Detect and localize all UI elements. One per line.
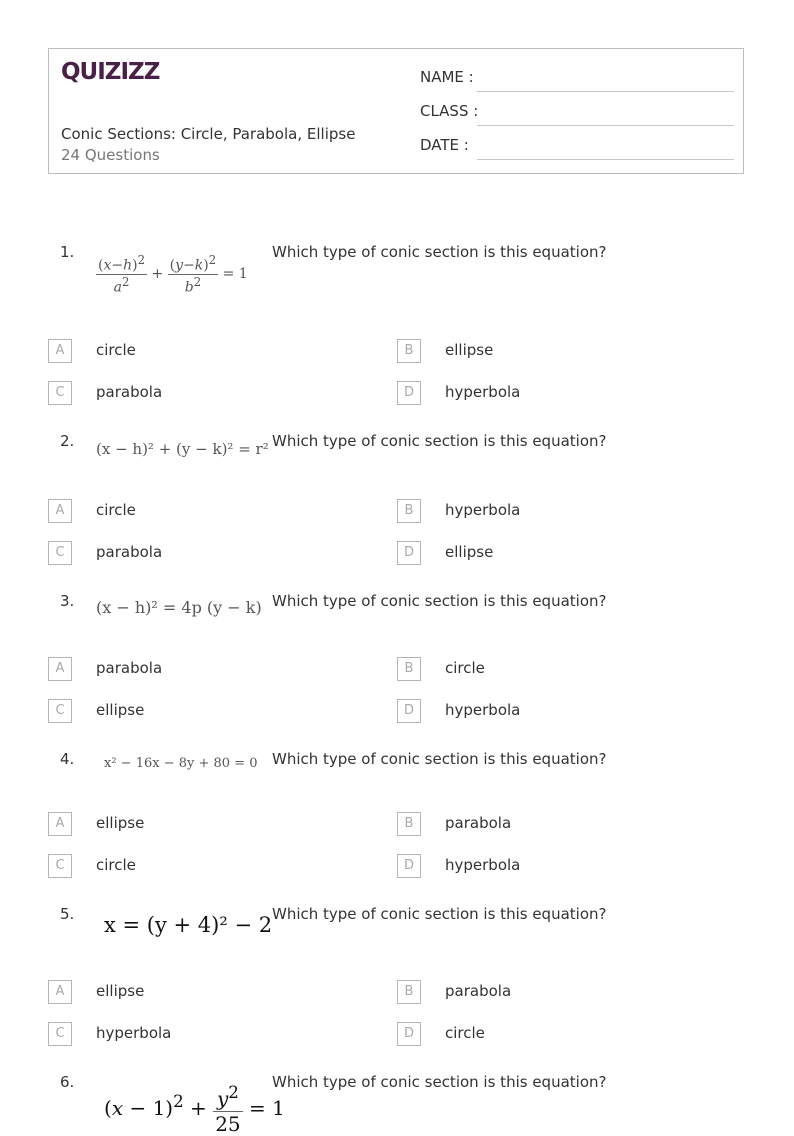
option-text[interactable]: circle xyxy=(445,659,485,677)
option-letter[interactable]: A xyxy=(48,499,72,523)
class-line[interactable] xyxy=(477,125,734,126)
equation-image: (x − h)² + (y − k)² = r² xyxy=(96,440,269,458)
option-letter[interactable]: D xyxy=(397,381,421,405)
equation-image: x = (y + 4)² − 2 xyxy=(104,913,273,937)
option-text[interactable]: hyperbola xyxy=(445,501,521,519)
option-text[interactable]: ellipse xyxy=(445,543,494,561)
question-count: 24 Questions xyxy=(61,146,160,164)
option-letter[interactable]: A xyxy=(48,657,72,681)
name-label: NAME : xyxy=(420,68,474,86)
equation-image: $(x - 1)^2$ + $\frac{y^2}{25}$ = 1 xyxy=(104,1083,285,1136)
name-field[interactable] xyxy=(420,68,734,92)
question-text: Which type of conic section is this equation? xyxy=(272,592,607,610)
option-text[interactable]: ellipse xyxy=(445,341,494,359)
option-text[interactable]: parabola xyxy=(445,814,512,832)
option-text[interactable]: ellipse xyxy=(96,814,145,832)
option-letter[interactable]: D xyxy=(397,541,421,565)
question-number: 2. xyxy=(60,432,75,450)
question-number: 6. xyxy=(60,1073,75,1091)
option-letter[interactable]: D xyxy=(397,699,421,723)
option-text[interactable]: circle xyxy=(96,501,136,519)
worksheet-header xyxy=(48,48,744,174)
question-text: Which type of conic section is this equation? xyxy=(272,432,607,450)
option-text[interactable]: parabola xyxy=(96,659,163,677)
question-number: 5. xyxy=(60,905,75,923)
option-letter[interactable]: B xyxy=(397,980,421,1004)
option-text[interactable]: hyperbola xyxy=(445,856,521,874)
option-text[interactable]: circle xyxy=(96,341,136,359)
question-text: Which type of conic section is this equation? xyxy=(272,750,607,768)
option-letter[interactable]: C xyxy=(48,541,72,565)
option-text[interactable]: parabola xyxy=(445,982,512,1000)
option-text[interactable]: ellipse xyxy=(96,701,145,719)
option-text[interactable]: circle xyxy=(445,1024,485,1042)
worksheet-title: Conic Sections: Circle, Parabola, Ellipse xyxy=(61,125,356,143)
option-letter[interactable]: A xyxy=(48,980,72,1004)
date-field[interactable] xyxy=(420,136,734,160)
option-letter[interactable]: A xyxy=(48,812,72,836)
option-letter[interactable]: B xyxy=(397,812,421,836)
option-text[interactable]: parabola xyxy=(96,543,163,561)
equation-image: $\frac{(x-h)^2}{a^2}$ + $\frac{(y-k)^2}{b^2}$ = 1 xyxy=(98,253,248,296)
option-text[interactable]: hyperbola xyxy=(445,383,521,401)
option-text[interactable]: hyperbola xyxy=(96,1024,172,1042)
equation-image: x² − 16x − 8y + 80 = 0 xyxy=(104,756,258,771)
option-letter[interactable]: B xyxy=(397,499,421,523)
option-letter[interactable]: D xyxy=(397,1022,421,1046)
option-text[interactable]: circle xyxy=(96,856,136,874)
class-label: CLASS : xyxy=(420,102,479,120)
question-text: Which type of conic section is this equation? xyxy=(272,1073,607,1091)
question-text: Which type of conic section is this equation? xyxy=(272,905,607,923)
question-number: 1. xyxy=(60,243,75,261)
option-letter[interactable]: D xyxy=(397,854,421,878)
question-number: 4. xyxy=(60,750,75,768)
question-text: Which type of conic section is this equation? xyxy=(272,243,607,261)
equation-image: (x − h)² = 4p (y − k) xyxy=(96,598,262,617)
option-letter[interactable]: B xyxy=(397,657,421,681)
class-field[interactable] xyxy=(420,102,734,126)
option-letter[interactable]: B xyxy=(397,339,421,363)
option-text[interactable]: ellipse xyxy=(96,982,145,1000)
quizizz-logo: QUIZIZZ xyxy=(61,59,160,85)
option-text[interactable]: parabola xyxy=(96,383,163,401)
option-letter[interactable]: C xyxy=(48,854,72,878)
option-letter[interactable]: C xyxy=(48,699,72,723)
name-line[interactable] xyxy=(477,91,734,92)
question-number: 3. xyxy=(60,592,75,610)
option-letter[interactable]: A xyxy=(48,339,72,363)
option-letter[interactable]: C xyxy=(48,1022,72,1046)
option-text[interactable]: hyperbola xyxy=(445,701,521,719)
date-label: DATE : xyxy=(420,136,469,154)
option-letter[interactable]: C xyxy=(48,381,72,405)
date-line[interactable] xyxy=(477,159,734,160)
